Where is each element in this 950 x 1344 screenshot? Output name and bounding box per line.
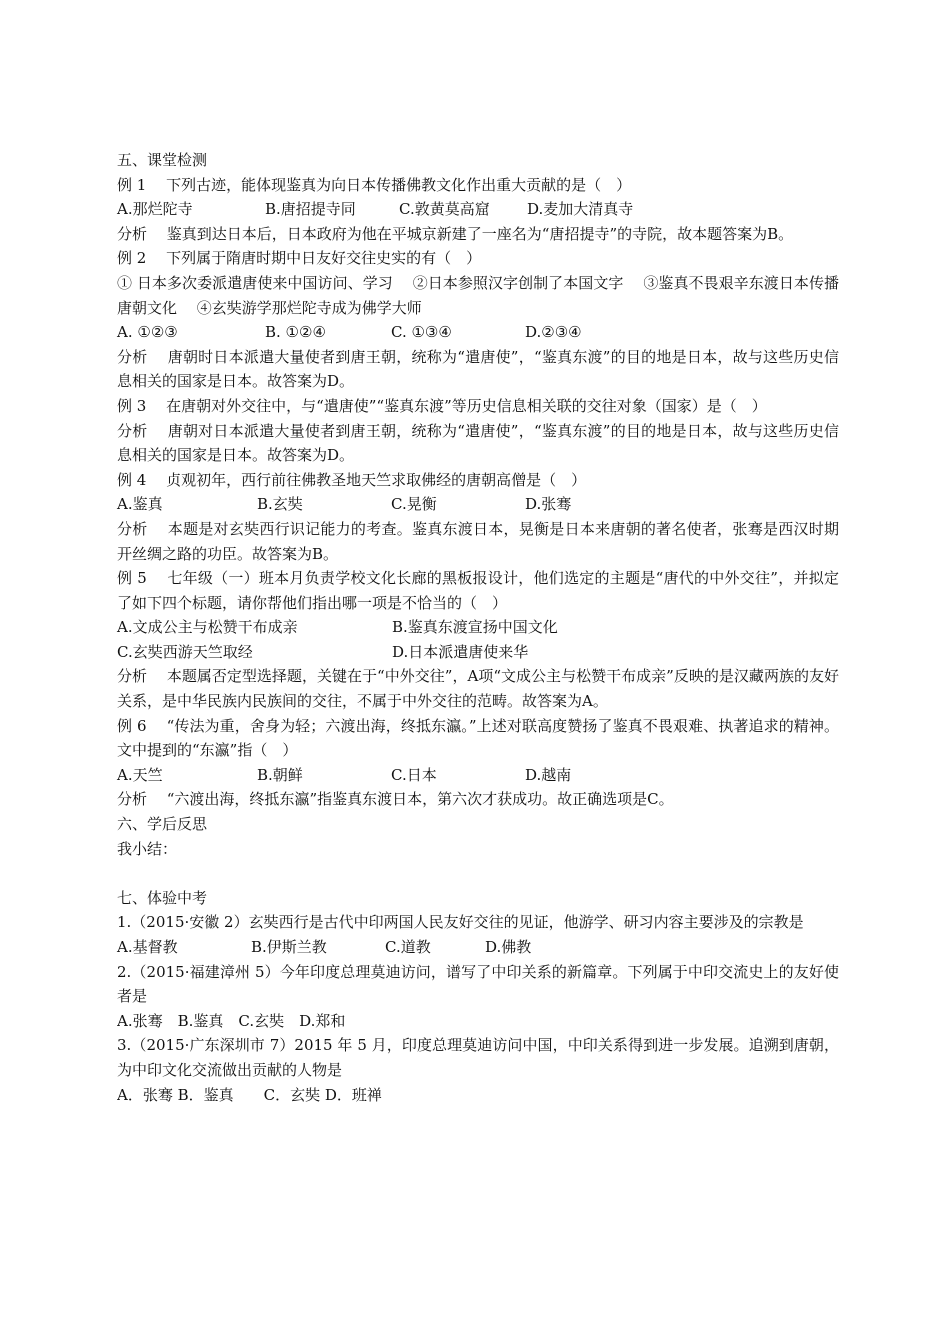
example-4-option-d: D.张骞 xyxy=(525,495,572,514)
example-1-option-d: D.麦加大清真寺 xyxy=(527,200,634,219)
example-4-option-c: C.晃衡 xyxy=(391,495,437,514)
example-5-options-row-2 xyxy=(117,640,839,665)
document-page xyxy=(117,148,839,1107)
example-3-analysis: 分析 唐朝对日本派遣大量使者到唐王朝，统称为“遣唐使”，“鉴真东渡”的目的地是日本，故与这些历史信息相关的国家是日本。故答案为D。 xyxy=(117,421,839,465)
exam-question-1-option-a: A.基督教 xyxy=(117,938,178,956)
example-4-option-a: A.鉴真 xyxy=(117,495,163,514)
exam-question-3-options: A．张骞 B．鉴真 C．玄奘 D．班禅 xyxy=(117,1085,382,1104)
exam-question-2-options: A.张骞 B.鉴真 C.玄奘 D.郑和 xyxy=(117,1011,346,1030)
example-6-options xyxy=(117,763,839,788)
section-heading-classroom-test: 五、课堂检测 xyxy=(117,151,208,169)
example-4-question: 例 4 贞观初年，西行前往佛教圣地天竺求取佛经的唐朝高僧是（ ） xyxy=(117,470,587,489)
example-1-option-a: A.那烂陀寺 xyxy=(117,200,193,219)
example-6-question: 例 6 “传法为重，舍身为轻；六渡出海，终抵东瀛。”上述对联高度赞扬了鉴真不畏艰难、执著追求的精神。文中提到的“东瀛”指（ ） xyxy=(117,716,839,760)
example-1-question: 例 1 下列古迹，能体现鉴真为向日本传播佛教文化作出重大贡献的是（ ） xyxy=(117,175,632,194)
example-6-option-c: C.日本 xyxy=(391,765,437,784)
example-2-option-d: D.②③④ xyxy=(525,323,582,342)
example-6-option-a: A.天竺 xyxy=(117,765,163,784)
example-2-statements: ① 日本多次委派遣唐使来中国访问、学习 ②日本参照汉字创制了本国文字 ③鉴真不畏艰辛东渡日本传播唐朝文化 ④玄奘游学那烂陀寺成为佛学大师 xyxy=(117,273,839,317)
example-5-question: 例 5 七年级（一）班本月负责学校文化长廊的黑板报设计，他们选定的主题是“唐代的中外交往”，并拟定了如下四个标题，请你帮他们指出哪一项是不恰当的（ ） xyxy=(117,569,839,612)
example-1-options xyxy=(117,197,839,222)
example-2-option-c: C. ①③④ xyxy=(391,323,452,342)
exam-question-1-option-b: B.伊斯兰教 xyxy=(251,938,327,956)
example-5-options-row-1 xyxy=(117,615,839,640)
example-2-question: 例 2 下列属于隋唐时期中日友好交往史实的有（ ） xyxy=(117,249,482,268)
example-5-analysis: 分析 本题属否定型选择题，关键在于“中外交往”，A项“文成公主与松赞干布成亲”反映的是汉藏两族的友好关系，是中华民族内民族间的交往，不属于中外交往的范畴。故答案为A。 xyxy=(117,667,839,711)
exam-question-1-option-c: C.道教 xyxy=(385,938,431,956)
example-6-analysis: 分析 “六渡出海，终抵东瀛”指鉴真东渡日本，第六次才获成功。故正确选项是C。 xyxy=(117,790,674,809)
example-1-option-c: C.敦黄莫高窟 xyxy=(399,200,490,219)
example-5-option-a: A.文成公主与松赞干布成亲 xyxy=(117,618,298,637)
example-5-option-b: B.鉴真东渡宣扬中国文化 xyxy=(392,618,558,637)
section-heading-exam-experience: 七、体验中考 xyxy=(117,888,208,907)
example-4-options xyxy=(117,492,839,517)
example-6-option-d: D.越南 xyxy=(525,765,572,784)
example-6-option-b: B.朝鲜 xyxy=(257,765,303,784)
example-5-option-c: C.玄奘西游天竺取经 xyxy=(117,642,253,661)
exam-question-2: 2.（2015·福建漳州 5）今年印度总理莫迪访问，谱写了中印关系的新篇章。下列属于中印交流史上的友好使者是 xyxy=(117,962,839,1006)
exam-question-1-option-d: D.佛教 xyxy=(485,938,532,956)
example-1-analysis: 分析 鉴真到达日本后，日本政府为他在平城京新建了一座名为“唐招提寺”的寺院，故本题答案为B。 xyxy=(117,224,794,243)
example-4-option-b: B.玄奘 xyxy=(257,495,303,514)
example-2-analysis: 分析 唐朝时日本派遣大量使者到唐王朝，统称为“遣唐使”，“鉴真东渡”的目的地是日本，故与这些历史信息相关的国家是日本。故答案为D。 xyxy=(117,347,839,391)
example-3-question: 例 3 在唐朝对外交往中，与“遣唐使”“鉴真东渡”等历史信息相关联的交往对象（国家）是（ ） xyxy=(117,396,767,415)
example-2-options xyxy=(117,320,839,345)
example-2-option-a: A. ①②③ xyxy=(117,323,178,342)
section-heading-reflection: 六、学后反思 xyxy=(117,815,208,834)
example-1-option-b: B.唐招提寺同 xyxy=(265,200,356,219)
blank-space xyxy=(117,861,839,886)
example-2-option-b: B. ①②④ xyxy=(265,323,326,342)
example-5-option-d: D.日本派遣唐使来华 xyxy=(392,642,529,661)
exam-question-1: 1.（2015·安徽 2）玄奘西行是古代中印两国人民友好交往的见证，他游学、研习内容主要涉及的宗教是 xyxy=(117,913,804,932)
exam-question-3: 3.（2015·广东深圳市 7）2015 年 5 月，印度总理莫迪访问中国，中印关系得到进一步发展。追溯到唐朝，为中印文化交流做出贡献的人物是 xyxy=(117,1036,839,1079)
exam-question-1-options xyxy=(117,935,839,960)
example-4-analysis: 分析 本题是对玄奘西行识记能力的考查。鉴真东渡日本，晃衡是日本来唐朝的著名使者，张骞是西汉时期开丝绸之路的功臣。故答案为B。 xyxy=(117,519,839,563)
summary-label: 我小结： xyxy=(117,839,178,858)
